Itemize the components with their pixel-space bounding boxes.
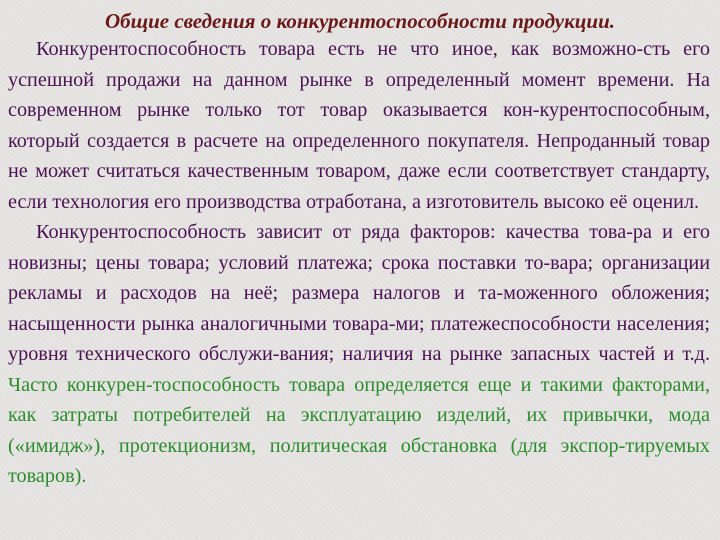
paragraph-2-text: Конкурентоспособность зависит от ряда факторов: качества това-ра и его новизны; цены товара; условий платежа; срока поставки то-вара; организации рекламы и расходов на неё; размера налогов и та-моженного обложения; насыщенности рынка аналогичными товара-ми; платежеспособности населения; уровня технического обслужи-вания; наличия на рынке запасных частей и т.д. [8,221,710,365]
slide-body [8,34,710,492]
paragraph-1 [8,34,710,217]
paragraph-2-highlight: Часто конкурен-тоспособность товара определяется еще и такими факторами, как затраты потребителей на эксплуатацию изделий, их привычки, мода («имидж»), протекционизм, политическая обстановка (для экспор-тируемых товаров). [8,373,710,487]
paragraph-2 [8,217,710,492]
slide-title: Общие сведения о конкурентоспособности продукции. [104,9,616,33]
paragraph-1-text: Конкурентоспособность товара есть не что иное, как возможно-сть его успешной продажи на данном рынке в определенный момент времени. На современном рынке только тот товар оказывается кон-курентоспособным, который создается в расчете на определенного покупателя. Непроданный товар не может считаться качественным товаром, даже если соответствует стандарту, если технология его производства отработана, а изготовитель высоко её оценил. [8,38,710,213]
